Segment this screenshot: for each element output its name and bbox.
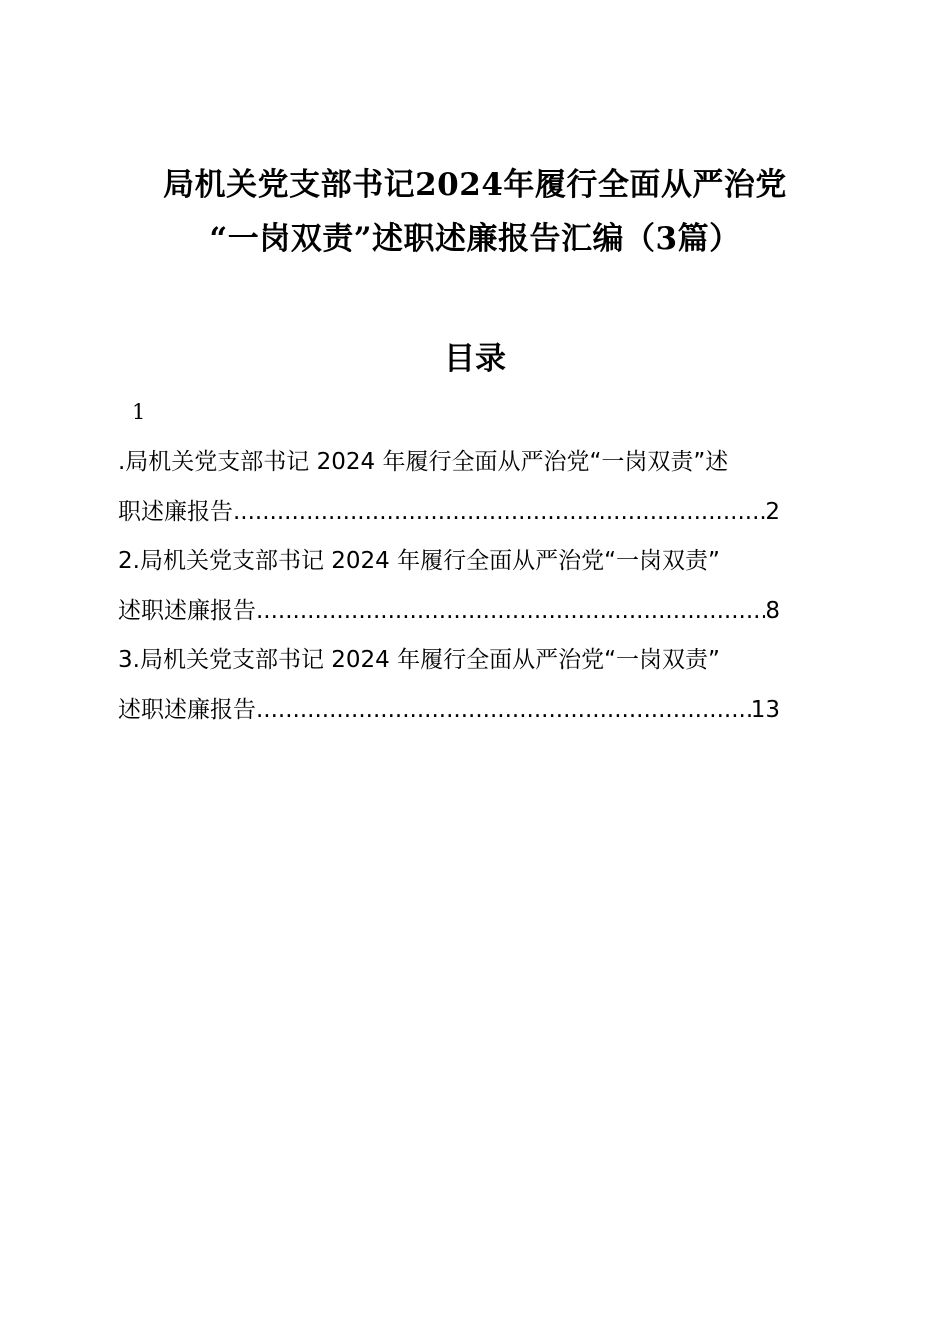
toc-page-number: 2 [765,498,780,525]
toc-page-number: 8 [765,597,780,624]
toc-entry-1[interactable] [118,438,838,537]
toc-entry-title-end: 述职述廉报告 [118,696,256,723]
toc-entry-title-end: 述职述廉报告 [118,597,256,624]
title-line-1: 局机关党支部书记2024年履行全面从严治党 [163,167,787,203]
toc-entry-title-end: 职述廉报告 [118,498,233,525]
toc-entry-3[interactable] [118,636,838,735]
toc-entry-title: 2.局机关党支部书记 2024 年履行全面从严治党“一岗双责” [118,548,720,574]
toc-entry-title-continuation [118,686,780,736]
title-line-2: “一岗双责”述职述廉报告汇编（3篇） [209,221,741,257]
toc-entry-title-continuation [118,587,780,637]
table-of-contents [118,438,838,735]
toc-dot-leader [233,488,765,538]
toc-page-number: 13 [750,696,780,723]
toc-dot-leader [256,587,765,637]
toc-stray-number: 1 [132,400,146,424]
toc-entry-title: .局机关党支部书记 2024 年履行全面从严治党“一岗双责”述 [118,449,729,475]
toc-heading: 目录 [444,341,506,377]
toc-entry-title-continuation [118,488,780,538]
toc-dot-leader [256,686,751,736]
toc-entry-2[interactable] [118,537,838,636]
toc-entry-title: 3.局机关党支部书记 2024 年履行全面从严治党“一岗双责” [118,647,720,673]
document-title [60,158,890,266]
